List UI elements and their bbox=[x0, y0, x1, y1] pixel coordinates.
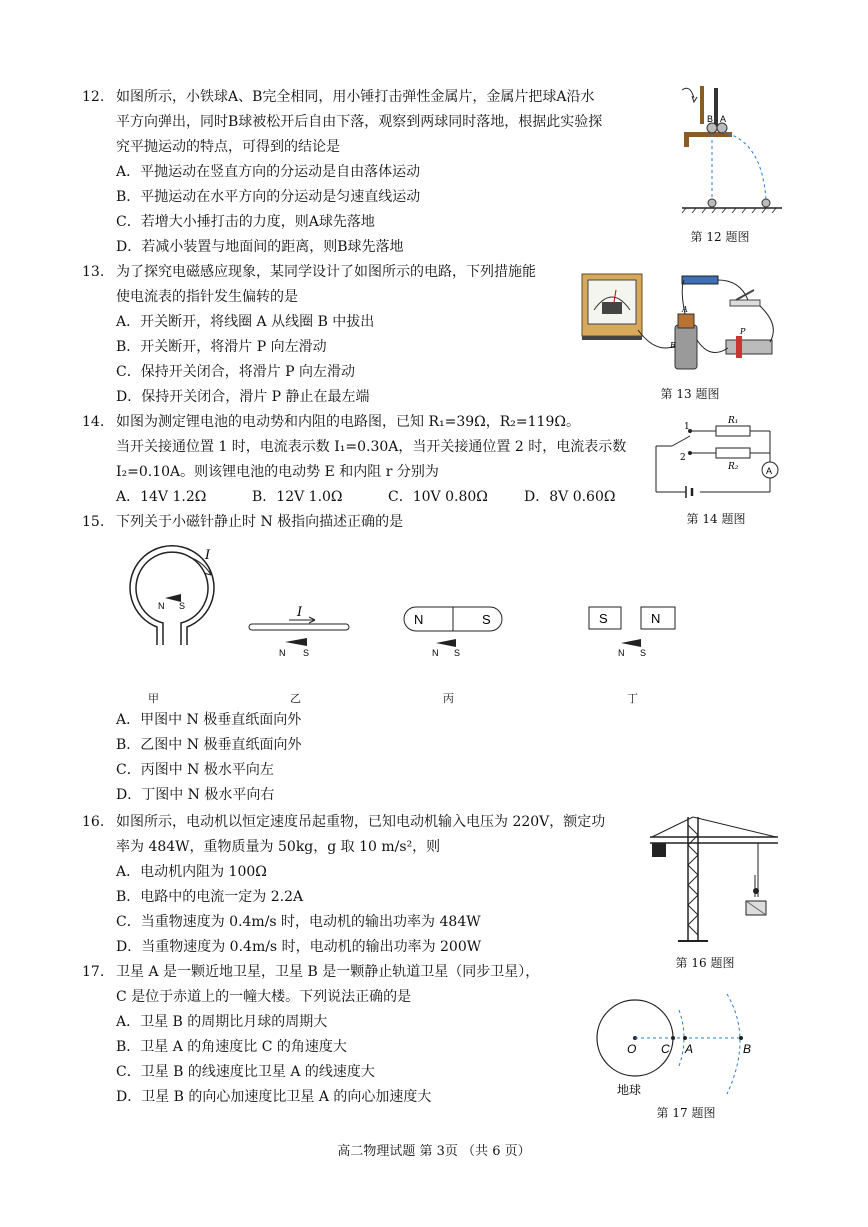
label-r2: R₂ bbox=[728, 462, 739, 472]
question-13 bbox=[82, 260, 582, 410]
figure-12-apparatus bbox=[676, 82, 788, 222]
question-15 bbox=[82, 510, 582, 535]
needle-s: S bbox=[454, 648, 461, 658]
option-b[interactable]: B．卫星 A 的角速度比 C 的角速度大 bbox=[116, 1039, 347, 1055]
option-c[interactable]: C．卫星 B 的线速度比卫星 A 的线速度大 bbox=[116, 1064, 375, 1080]
needle-n: N bbox=[618, 648, 625, 658]
option-d[interactable]: D．丁图中 N 极水平向右 bbox=[116, 787, 275, 803]
question-stem: C 是位于赤道上的一幢大楼。下列说法正确的是 bbox=[116, 989, 412, 1005]
question-17 bbox=[82, 960, 602, 1110]
figure-14-caption: 第 14 题图 bbox=[686, 512, 746, 526]
question-stem: 卫星 A 是一颗近地卫星，卫星 B 是一颗静止轨道卫星（同步卫星）， bbox=[116, 964, 540, 980]
option-d[interactable]: D．当重物速度为 0.4m/s 时，电动机的输出功率为 200W bbox=[116, 939, 482, 955]
question-stem: 如图为测定锂电池的电动势和内阻的电路图，已知 R₁=39Ω，R₂=119Ω。 bbox=[116, 414, 580, 430]
question-stem: 究平抛运动的特点，可得到的结论是 bbox=[116, 139, 340, 155]
question-number: 17. bbox=[82, 964, 105, 980]
option-c[interactable]: C．若增大小捶打击的力度，则A球先落地 bbox=[116, 214, 375, 230]
question-number: 12. bbox=[82, 89, 105, 105]
figure-17-caption: 第 17 题图 bbox=[656, 1106, 716, 1120]
needle-n: N bbox=[158, 601, 165, 611]
option-a[interactable]: A．甲图中 N 极垂直纸面向外 bbox=[116, 712, 302, 728]
label-current: I bbox=[205, 548, 211, 563]
option-a[interactable]: A．电动机内阻为 100Ω bbox=[116, 864, 267, 880]
figure-15-ding bbox=[585, 605, 685, 660]
option-b[interactable]: B．12V 1.0Ω bbox=[252, 489, 343, 505]
option-c[interactable]: C．当重物速度为 0.4m/s 时，电动机的输出功率为 484W bbox=[116, 914, 481, 930]
option-d[interactable]: D．卫星 B 的向心加速度比卫星 A 的向心加速度大 bbox=[116, 1089, 432, 1105]
needle-s: S bbox=[179, 601, 186, 611]
figure-16-caption: 第 16 题图 bbox=[675, 956, 735, 970]
option-d[interactable]: D．若减小装置与地面间的距离，则B球先落地 bbox=[116, 239, 404, 255]
figure-17-orbits bbox=[593, 990, 768, 1100]
question-number: 13. bbox=[82, 264, 105, 280]
ammeter-icon: A bbox=[766, 466, 773, 476]
question-stem: 率为 484W，重物质量为 50kg，g 取 10 m/s²，则 bbox=[116, 839, 441, 855]
magnet-n: N bbox=[414, 612, 424, 627]
option-c[interactable]: C．保持开关闭合，将滑片 P 向左滑动 bbox=[116, 364, 356, 380]
label-r1: R₁ bbox=[728, 416, 739, 426]
question-stem: 如图所示，电动机以恒定速度吊起重物，已知电动机输入电压为 220V，额定功 bbox=[116, 814, 606, 830]
label-position-1: 1 bbox=[684, 422, 690, 432]
question-stem: 平方向弹出，同时B球被松开后自由下落，观察到两球同时落地，根据此实验探 bbox=[116, 114, 603, 130]
question-number: 14. bbox=[82, 414, 105, 430]
option-b[interactable]: B．乙图中 N 极垂直纸面向外 bbox=[116, 737, 302, 753]
question-stem: 下列关于小磁针静止时 N 极指向描述正确的是 bbox=[116, 514, 404, 530]
label-ball-b: B bbox=[707, 114, 714, 124]
label-coil-b: B bbox=[670, 341, 676, 350]
needle-n: N bbox=[432, 648, 439, 658]
option-c[interactable]: C．丙图中 N 极水平向左 bbox=[116, 762, 274, 778]
question-12 bbox=[82, 85, 662, 260]
question-14 bbox=[82, 410, 662, 510]
label-current: I bbox=[297, 605, 303, 620]
option-b[interactable]: B．开关断开，将滑片 P 向左滑动 bbox=[116, 339, 327, 355]
option-a[interactable]: A．开关断开，将线圈 A 从线圈 B 中拔出 bbox=[116, 314, 375, 330]
figure-15-bing bbox=[400, 605, 510, 660]
figure-13-circuit bbox=[580, 270, 790, 380]
figure-label-jia: 甲 bbox=[148, 692, 159, 705]
figure-15-jia bbox=[125, 545, 235, 660]
figure-12-caption: 第 12 题图 bbox=[690, 230, 750, 244]
question-stem: 为了探究电磁感应现象，某同学设计了如图所示的电路，下列措施能 bbox=[116, 264, 536, 280]
question-stem: I₂=0.10A。则该锂电池的电动势 E 和内阻 r 分别为 bbox=[116, 464, 439, 480]
figure-label-yi: 乙 bbox=[290, 692, 301, 705]
question-stem: 如图所示，小铁球A、B完全相同，用小锤打击弹性金属片，金属片把球A沿水 bbox=[116, 89, 595, 105]
option-b[interactable]: B．电路中的电流一定为 2.2A bbox=[116, 889, 304, 905]
figure-13-caption: 第 13 题图 bbox=[660, 387, 720, 401]
option-d[interactable]: D．8V 0.60Ω bbox=[524, 489, 616, 505]
label-position-2: 2 bbox=[680, 453, 686, 463]
option-c[interactable]: C．10V 0.80Ω bbox=[388, 489, 488, 505]
figure-16-crane bbox=[648, 815, 788, 945]
label-earth: 地球 bbox=[617, 1083, 642, 1097]
figure-label-bing: 丙 bbox=[443, 692, 454, 705]
option-a[interactable]: A．14V 1.2Ω bbox=[116, 489, 207, 505]
page-footer: 高二物理试题 第 3页 （共 6 页） bbox=[337, 1144, 531, 1159]
option-a[interactable]: A．卫星 B 的周期比月球的周期大 bbox=[116, 1014, 328, 1030]
option-a[interactable]: A．平抛运动在竖直方向的分运动是自由落体运动 bbox=[116, 164, 421, 180]
needle-n: N bbox=[279, 648, 286, 658]
question-number: 15. bbox=[82, 514, 105, 530]
label-satellite-b: B bbox=[743, 1042, 752, 1056]
label-coil-a: A bbox=[682, 305, 688, 314]
figure-15-yi bbox=[245, 600, 355, 660]
question-16 bbox=[82, 810, 662, 960]
question-15-options bbox=[82, 708, 582, 808]
figure-14-circuit bbox=[650, 412, 790, 502]
label-slider-p: P bbox=[740, 327, 746, 336]
needle-s: S bbox=[303, 648, 310, 658]
question-stem: 当开关接通位置 1 时，电流表示数 I₁=0.30A，当开关接通位置 2 时，电流表示数 bbox=[116, 439, 627, 455]
label-satellite-a: A bbox=[685, 1042, 694, 1056]
figure-label-ding: 丁 bbox=[627, 692, 638, 705]
option-b[interactable]: B．平抛运动在水平方向的分运动是匀速直线运动 bbox=[116, 189, 421, 205]
label-building-c: C bbox=[661, 1042, 670, 1056]
label-center-o: O bbox=[627, 1042, 637, 1056]
question-number: 16. bbox=[82, 814, 105, 830]
magnet-n: N bbox=[651, 611, 661, 626]
option-d[interactable]: D．保持开关闭合，滑片 P 静止在最左端 bbox=[116, 389, 370, 405]
magnet-s: S bbox=[599, 611, 608, 626]
magnet-s: S bbox=[482, 612, 491, 627]
question-stem: 使电流表的指针发生偏转的是 bbox=[116, 289, 298, 305]
needle-s: S bbox=[640, 648, 647, 658]
label-ball-a: A bbox=[720, 114, 727, 124]
